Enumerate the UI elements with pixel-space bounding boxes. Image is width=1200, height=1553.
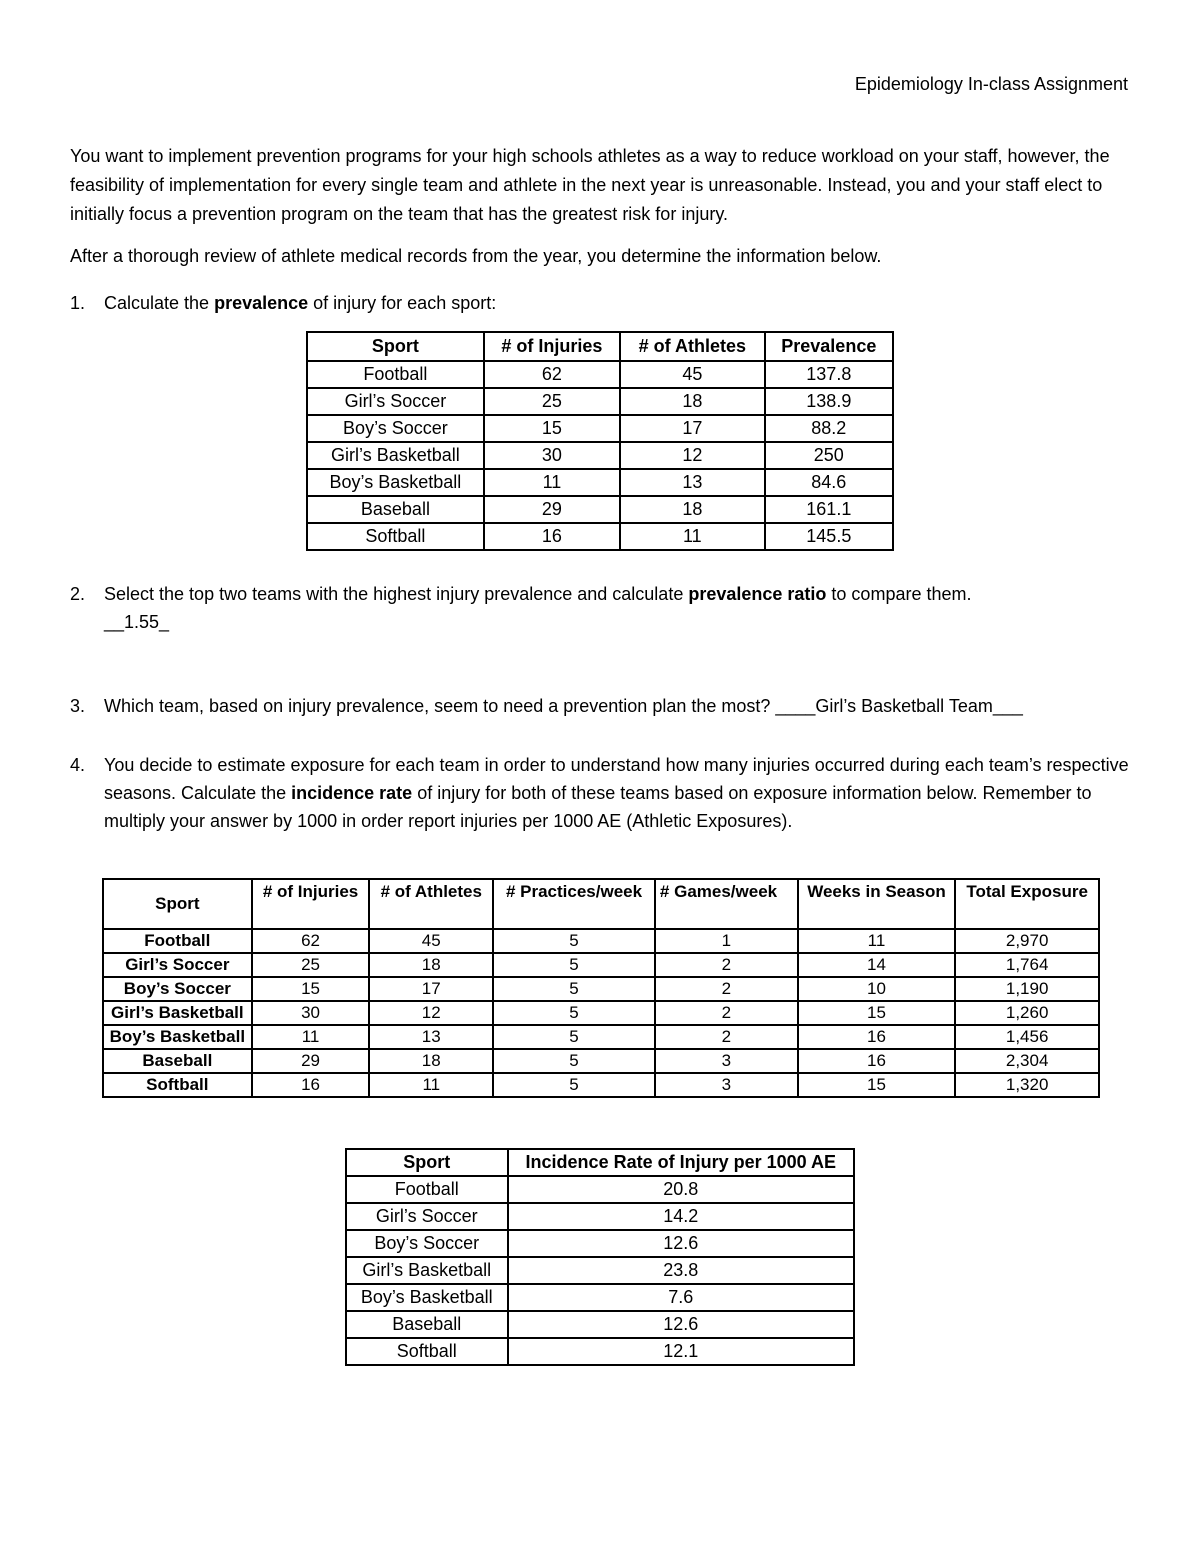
table-cell: 12	[369, 1001, 493, 1025]
column-header: Sport	[103, 879, 252, 929]
table-row	[103, 977, 1099, 1001]
exposure-table	[102, 878, 1100, 1098]
table-cell: 15	[798, 1001, 956, 1025]
prevalence-table	[306, 331, 894, 551]
question-number: 2.	[70, 584, 86, 604]
table-row	[307, 496, 893, 523]
table-cell: 25	[484, 388, 620, 415]
table-cell: 17	[369, 977, 493, 1001]
table-cell: 161.1	[765, 496, 893, 523]
table-cell: Girl’s Basketball	[346, 1257, 508, 1284]
table-row	[103, 1049, 1099, 1073]
table-cell: 62	[484, 361, 620, 388]
table-cell: 18	[620, 496, 765, 523]
table-cell: 11	[369, 1073, 493, 1097]
question-number: 1.	[70, 293, 86, 313]
table-cell: 5	[493, 1073, 655, 1097]
table-cell: 1,260	[955, 1001, 1099, 1025]
column-header: Weeks in Season	[798, 879, 956, 929]
q1-text: Calculate the	[104, 293, 215, 313]
table-row	[346, 1176, 854, 1203]
table-cell: Softball	[346, 1338, 508, 1365]
table-cell: Football	[346, 1176, 508, 1203]
table-cell: 13	[620, 469, 765, 496]
q2-bold: prevalence ratio	[688, 584, 827, 604]
table-cell: 11	[252, 1025, 370, 1049]
table-cell: Football	[103, 929, 252, 953]
table-row	[346, 1284, 854, 1311]
table-cell: 18	[620, 388, 765, 415]
table-row	[346, 1338, 854, 1365]
q4-bold: incidence rate	[291, 783, 413, 803]
column-header: Sport	[307, 332, 484, 361]
table-cell: 5	[493, 929, 655, 953]
table-cell: 1	[655, 929, 798, 953]
table-header-row	[346, 1149, 854, 1176]
table-cell: 2,970	[955, 929, 1099, 953]
q4-text: You decide to estimate exposure for each team in order to understand how many injuries occurred during each team’s respective seasons. Calculate the	[104, 755, 1129, 803]
table-cell: 16	[252, 1073, 370, 1097]
table-cell: 45	[620, 361, 765, 388]
table-row	[307, 415, 893, 442]
table-cell: 1,764	[955, 953, 1099, 977]
table-cell: 16	[484, 523, 620, 550]
table-cell: 1,320	[955, 1073, 1099, 1097]
table-cell: 2,304	[955, 1049, 1099, 1073]
column-header: # of Athletes	[620, 332, 765, 361]
table-cell: 15	[484, 415, 620, 442]
table-cell: 20.8	[508, 1176, 854, 1203]
column-header: # of Injuries	[252, 879, 370, 929]
table-cell: 12	[620, 442, 765, 469]
table-header-row	[103, 879, 1099, 929]
q3-text: Which team, based on injury prevalence, seem to need a prevention plan the most? ____Girl’s Basketball Team___	[104, 696, 1023, 716]
table-cell: 5	[493, 1001, 655, 1025]
table-cell: 5	[493, 1025, 655, 1049]
table-cell: Girl’s Soccer	[307, 388, 484, 415]
table-cell: 5	[493, 1049, 655, 1073]
q1-text-end: of injury for each sport:	[308, 293, 497, 313]
table-cell: 5	[493, 953, 655, 977]
table-cell: 30	[252, 1001, 370, 1025]
table-cell: 2	[655, 1001, 798, 1025]
column-header: # of Injuries	[484, 332, 620, 361]
table-cell: 84.6	[765, 469, 893, 496]
table-row	[103, 1001, 1099, 1025]
review-paragraph: After a thorough review of athlete medical records from the year, you determine the information below.	[70, 246, 882, 266]
table-cell: 62	[252, 929, 370, 953]
table-cell: 29	[252, 1049, 370, 1073]
q2-text-end: to compare them.	[826, 584, 972, 604]
table-cell: 18	[369, 953, 493, 977]
table-cell: 30	[484, 442, 620, 469]
table-cell: Football	[307, 361, 484, 388]
table-cell: 145.5	[765, 523, 893, 550]
table-cell: Softball	[103, 1073, 252, 1097]
document-header: Epidemiology In-class Assignment	[854, 74, 1128, 94]
table-row	[307, 388, 893, 415]
q2-answer: __1.55_	[104, 612, 170, 632]
table-cell: 18	[369, 1049, 493, 1073]
table-row	[307, 361, 893, 388]
intro-paragraph: You want to implement prevention programs for your high schools athletes as a way to reduce workload on your staff, however, the feasibility of implementation for every single team and athlete in the next year is unreasonable. Instead, you and your staff elect to initially focus a prevention program on the team that has the greatest risk for injury.	[70, 146, 1110, 224]
table-cell: Girl’s Soccer	[346, 1203, 508, 1230]
question-3	[70, 692, 1130, 720]
table-cell: 14	[798, 953, 956, 977]
question-2	[70, 580, 1130, 636]
table-header-row	[307, 332, 893, 361]
table-row	[307, 442, 893, 469]
table-cell: 15	[798, 1073, 956, 1097]
table-cell: 12.1	[508, 1338, 854, 1365]
q2-text: Select the top two teams with the highest injury prevalence and calculate	[104, 584, 689, 604]
table-row	[103, 929, 1099, 953]
table-cell: Baseball	[346, 1311, 508, 1338]
table-cell: 25	[252, 953, 370, 977]
table-cell: 11	[484, 469, 620, 496]
column-header: Total Exposure	[955, 879, 1099, 929]
table-cell: 10	[798, 977, 956, 1001]
table-cell: 12.6	[508, 1311, 854, 1338]
table-cell: 14.2	[508, 1203, 854, 1230]
q4-text-end: of injury for both of these teams based on exposure information below. Remember to multiply your answer by 1000 in order report injuries per 1000 AE (Athletic Exposures).	[104, 783, 1092, 831]
table-cell: 16	[798, 1025, 956, 1049]
table-cell: 3	[655, 1073, 798, 1097]
table-cell: 17	[620, 415, 765, 442]
question-number: 4.	[70, 755, 86, 775]
table-row	[307, 523, 893, 550]
table-row	[103, 1073, 1099, 1097]
table-row	[346, 1230, 854, 1257]
column-header: Sport	[346, 1149, 508, 1176]
table-cell: 138.9	[765, 388, 893, 415]
q1-bold: prevalence	[214, 293, 309, 313]
table-cell: Girl’s Soccer	[103, 953, 252, 977]
table-cell: 45	[369, 929, 493, 953]
table-cell: 2	[655, 1025, 798, 1049]
table-cell: Girl’s Basketball	[103, 1001, 252, 1025]
table-row	[103, 1025, 1099, 1049]
table-cell: 15	[252, 977, 370, 1001]
table-row	[103, 953, 1099, 977]
table-cell: 137.8	[765, 361, 893, 388]
table-cell: Girl’s Basketball	[307, 442, 484, 469]
column-header: Prevalence	[765, 332, 893, 361]
table-cell: 5	[493, 977, 655, 1001]
question-4	[70, 751, 1130, 835]
table-cell: Softball	[307, 523, 484, 550]
table-cell: Boy’s Basketball	[346, 1284, 508, 1311]
table-row	[346, 1311, 854, 1338]
table-cell: Boy’s Basketball	[307, 469, 484, 496]
table-cell: 16	[798, 1049, 956, 1073]
table-cell: 3	[655, 1049, 798, 1073]
table-cell: Boy’s Basketball	[103, 1025, 252, 1049]
incidence-rate-table	[345, 1148, 855, 1366]
question-number: 3.	[70, 696, 86, 716]
table-cell: 7.6	[508, 1284, 854, 1311]
table-cell: 13	[369, 1025, 493, 1049]
table-cell: Boy’s Soccer	[307, 415, 484, 442]
table-cell: Boy’s Soccer	[346, 1230, 508, 1257]
table-cell: 1,190	[955, 977, 1099, 1001]
column-header: # of Athletes	[369, 879, 493, 929]
table-cell: 11	[620, 523, 765, 550]
table-cell: Baseball	[103, 1049, 252, 1073]
table-row	[346, 1203, 854, 1230]
table-row	[307, 469, 893, 496]
table-cell: 29	[484, 496, 620, 523]
table-cell: 88.2	[765, 415, 893, 442]
table-cell: 12.6	[508, 1230, 854, 1257]
table-row	[346, 1257, 854, 1284]
column-header: Incidence Rate of Injury per 1000 AE	[508, 1149, 854, 1176]
table-cell: 11	[798, 929, 956, 953]
question-1	[70, 289, 1130, 317]
table-cell: Baseball	[307, 496, 484, 523]
table-cell: 23.8	[508, 1257, 854, 1284]
column-header: # Games/week	[655, 879, 798, 929]
table-cell: 2	[655, 953, 798, 977]
table-cell: 250	[765, 442, 893, 469]
table-cell: 1,456	[955, 1025, 1099, 1049]
table-cell: Boy’s Soccer	[103, 977, 252, 1001]
table-cell: 2	[655, 977, 798, 1001]
column-header: # Practices/week	[493, 879, 655, 929]
